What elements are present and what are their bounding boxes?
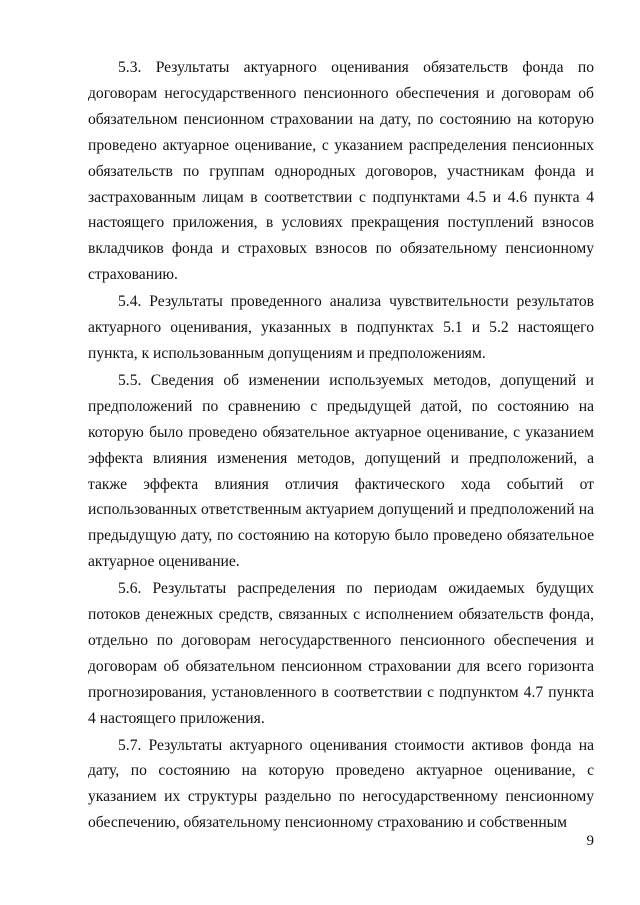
- paragraph-5-6: 5.6. Результаты распределения по периодам ожидаемых будущих потоков денежных средств, связанных с исполнением обязательств фонда, отдельно по договорам негосударственного пенсионного обеспечения и договорам об обязательном пенсионном страховании для всего горизонта прогнозирования, установленного в соответствии с подпунктом 4.7 пункта 4 настоящего приложения.: [88, 580, 594, 727]
- paragraph-5-4: 5.4. Результаты проведенного анализа чувствительности результатов актуарного оценивания, указанных в подпунктах 5.1 и 5.2 настоящего пункта, к использованным допущениям и предположениям.: [88, 293, 594, 362]
- document-body: [88, 55, 594, 836]
- paragraph-5-7: 5.7. Результаты актуарного оценивания стоимости активов фонда на дату, по состоянию на которую проведено актуарное оценивание, с указанием их структуры раздельно по негосударственному пенсионному обеспечению, обязательному пенсионному страхованию и собственным: [88, 736, 594, 832]
- page-number: 9: [586, 833, 594, 849]
- paragraph-5-5: 5.5. Сведения об изменении используемых методов, допущений и предположений по сравнению с предыдущей датой, по состоянию на которую было проведено обязательное актуарное оценивание, с указанием эффекта влияния изменения методов, допущений и предположений, а также эффекта влияния отличия фактического хода событий от использованных ответственным актуарием допущений и предположений на предыдущую дату, по состоянию на которую было проведено обязательное актуарное оценивание.: [88, 371, 594, 571]
- paragraph-5-3: 5.3. Результаты актуарного оценивания обязательств фонда по договорам негосударственного пенсионного обеспечения и договорам об обязательном пенсионном страховании на дату, по состоянию на которую проведено актуарное оценивание, с указанием распределения пенсионных обязательств по группам однородных договоров, участникам фонда и застрахованным лицам в соответствии с подпунктами 4.5 и 4.6 пункта 4 настоящего приложения, в условиях прекращения поступлений взносов вкладчиков фонда и страховых взносов по обязательному пенсионному страхованию.: [88, 59, 594, 284]
